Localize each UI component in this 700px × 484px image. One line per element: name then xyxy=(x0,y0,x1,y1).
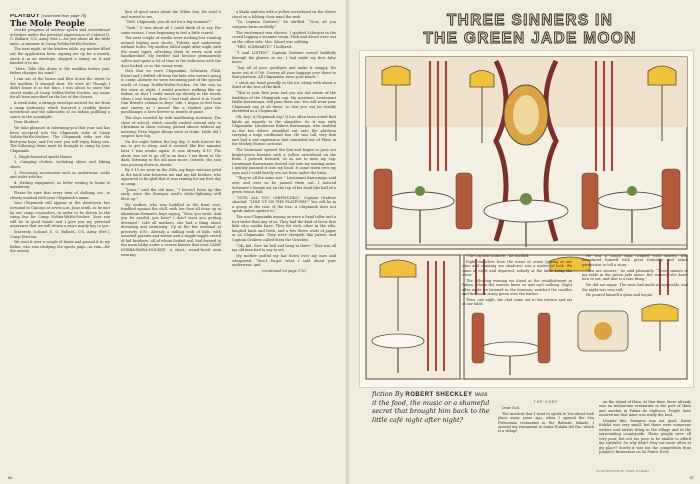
deck-fiction-by: fiction By xyxy=(372,390,404,398)
paragraph: Your Chipmunk will appear at the downtown bus terminal in Chicago at seven a.m. June tenth, to be met by our camp counselors, in order to be driven to the camp bus for Camp Nobba-WaWa-Nockee. Your son will be in good hands and I give you my personal assurance that we will return a more manly boy to you. xyxy=(10,201,110,229)
paragraph: Then, one night, the chef came out to the terrace and sat at our table. xyxy=(462,297,572,307)
illustration-top-panel xyxy=(366,57,687,249)
left-column-1 xyxy=(10,14,110,471)
paragraph: The lieutenant opened the box and began to pass out bright-green beanies with a yellow arrowhead on the front. I pressed forward, so as not to miss my cap. Lieutenant Knessmayn shoved one into my waiting arms. I quickly jammed it onto my head. It came down over my eyes and I could barely see out from under the brim. xyxy=(232,148,336,175)
paragraph: “Well, Chipmunk, you all set for a big summer?” xyxy=(125,20,212,25)
paragraph: Sincerely, Colonel D. G. Bullard, U.S. Army (Ret.), Camp Director xyxy=(10,229,110,239)
paragraph: “They're all the same size,” Lieutenant Knessmayn said over and over as he passed them out. I noticed Schwartz's beanie sat on the top of his head like half of a green tennis ball. xyxy=(232,176,336,195)
page-number-right: 87 xyxy=(689,475,694,480)
paragraph: My mother, who was huddled in the front seat, fumbled against the chill, with her face all done up in aluminum elements, kept saying, “Now, you write. And you be careful, you hear? I don't want you getting drowned.” Like all mothers, she had a thing about drowning and swimming. Up at the bus terminal at precisely 6:50. Already a milling mob of kids, with assorted parents and sisters and a raggle-taggle crowd of kid brothers, all of whom looked sad, had formed in the main lobby under a canvas banner that read CAMP NOBBA-WAWA-NOCKEE. A short, round-faced man wearing xyxy=(121,202,221,257)
paragraph: He was a round man, stained with sauces, who introduced himself with great formality and asked permission to tell a story. xyxy=(582,254,688,267)
paragraph: “HEY, SCHWARTZ!” I hollered. xyxy=(236,45,293,50)
paragraph: We did not argue. The wine had made us agreeable, and the night was very soft. xyxy=(582,283,688,292)
paragraph: “Jesus,” said the old man, “I haven't been up this early since the Bonepas mail's white-lightning still blew up.” xyxy=(121,187,221,201)
article-heading: The Mole People xyxy=(10,17,85,28)
story-title xyxy=(385,12,675,48)
paragraph: 4. Writing equipment, as letter writing to home is mandatory. xyxy=(10,180,110,190)
author-byline: ROBERT SHECKLEY xyxy=(405,392,473,398)
paragraph: “You are sinners,” he said pleasantly. “Three sinners at my table in the green jade moon. But sinners who know how to eat, and that is a rare thing.” xyxy=(582,268,688,282)
paragraph: By 5:15 we were in the Olds, my huge suitcase piled in the back seat between me and my kid brother, who appeared to be glad that it was raining for my first day in camp. xyxy=(121,168,221,186)
right-column-1-body xyxy=(462,254,572,307)
paragraph: THE CHEF xyxy=(533,400,559,404)
left-column-3 xyxy=(232,10,336,471)
paragraph: I ran out of the house and flew down the street to the mailbox. It clanged shut. We were in! Though I didn't know it at the time, I was about to enter the secret ranks of Camp Nobba-WaWa-Nockee, my name for all time inscribed on the list of the chosen. xyxy=(10,77,110,100)
continued-to: (continued on page 176) xyxy=(262,268,306,273)
paragraph: “Yeah.” It was about all I could think of to say. For some reason, I was beginning to feel a little scared. xyxy=(121,26,221,35)
paragraph: “This is your first year, and you are not aware of the tradition of the Chipmunk cap. My assistant, Lieutenant Hollis Knessmayn, will pass them out. You will wear your Chipmunk cap at all times, so that you can be readily identified as a Chipmunk.” xyxy=(232,91,336,114)
paragraph: The non-Chipmunks among us were a head taller and a foot wider than any of us. They had the kind of faces that kids who smoke have. They hit each other in the ribs, laughed back and forth, and a few threw wads of paper at us Chipmunks. They were sheepish like jailers, and Captain Grabree called them the Grizzlies. xyxy=(232,215,336,242)
illustration-credit: ILLUSTRATION BY JOHN O'LEARY xyxy=(596,469,650,473)
paragraph: cessful program of outdoor sports and recreational activities under the personal supervision of Colonel D. G. Bullard, U.S. Army (Ret.)—for just about all the little ones—a summer at Camp Nobba-WaWa-Nockee. xyxy=(10,28,110,46)
right-column-2 xyxy=(582,254,688,379)
right-column-4 xyxy=(599,400,691,464)
paragraph: My mother patted my hat down over my ears and whispered, “Don't forget what I said about your underwear. And xyxy=(232,253,336,268)
paragraph: hint of good news about the White Sox. He read it and turned to me. xyxy=(121,10,221,19)
right-column-3-body xyxy=(498,400,594,434)
left-column-1-body xyxy=(10,28,110,254)
story-deck xyxy=(372,390,492,424)
paragraph: “Do Captain Grabree,” he shrilled. “Now, all you campers form carefully.” xyxy=(232,20,336,29)
paragraph: 1. Single-breasted sports blazer. xyxy=(14,154,73,159)
paragraph: on the island of Ibiza. At that time, there already was an Indonesian restaurant in the port of Ibiza and another in Palma de Mallorca. People have assured me that mine was really the best. xyxy=(599,400,691,418)
paragraph: The next couple of weeks were nothing but running around buying new shorts, T-shirts and underwear without holes. My mother toiled night after night with the name tapes, attaching them to every sock and handkerchief. My brother had become permanently sullen and spent a lot of time in the bathroom with the door locked, or so the rumor went. xyxy=(121,36,221,68)
paragraph: A week later, a strange envelope arrived for me from a camp stationery, which featured a crudely drawn arrowhead and the silhouette of an Indian paddling a canoe in the moonlight. xyxy=(10,101,110,119)
paragraph: “Here. Take this down to the mailbox before your father changes his mind.” xyxy=(10,66,110,76)
paragraph: Eight ourselves from the scene of crime (gazing at our wine and counting our shadows) was a matter of luck. We came at night and departed, nobody at the table being the wiser. xyxy=(462,259,572,277)
paragraph: Now that we were Chipmunks, Schwartz, Flick, Kissel and I drifted off from the kids who weren't going to camp. Already we were becoming part of the special world of Camp Nobba-WaWa-Nockee. On the way to the store at night, I would practice walking like an Indian, so that I could sneak up silently in the woods when I was hunting deer. I had read about it in Uncle Dan Beard's column in Boys' Life. I began to feel lean and sinewy as I moved like a shadow past the porchlamps; a hero forever in search of game. xyxy=(121,69,221,115)
paragraph: The excitement was electric. I spotted Schwartz in the crowd lugging a steamer trunk. Flick and Kissel were out on the other side. Mrs. Kissel was sobbing. xyxy=(232,30,336,44)
paragraph: The following evening we dined at the establishment in Palma, where the waiters knew us and said nothing. Night after night we listened to the fountain, watched the candles and the moon rising green over the harbor. xyxy=(462,278,572,296)
paragraph: “I said LISTEN!” Captain Grabree waved baldfully through his glasses at me. I had made my first false move. xyxy=(232,51,336,65)
deck-text: was it the food, the music or a shameful secret that brought him back to the little café night after night? xyxy=(372,390,490,424)
paragraph: “The Captain Grabree,” he shrilled. xyxy=(466,254,530,258)
illustration-middle-left-panel xyxy=(366,255,460,379)
paragraph: We take pleasure in informing you that your son has been accepted into the Chipmunk tribe of Camp Nobba-WaWa-Nockee. The Chipmunk tribe are the first-year boys, and I'm sure you will enjoy being one. The following items must be brought to camp by your Chipmunk: xyxy=(10,126,110,153)
right-column-1 xyxy=(462,254,572,379)
left-page xyxy=(0,0,347,484)
right-column-2-body xyxy=(582,254,688,298)
right-column-4-body xyxy=(599,400,691,455)
paragraph: Please be sure that every item of clothing, etc., is clearly marked with your Chipmunk's name. xyxy=(10,191,110,200)
paragraph: 2. Camping clothes, including shoes and hiking shoes. xyxy=(10,160,110,169)
paragraph: He poured himself a glass and began. xyxy=(586,293,654,298)
paragraph: Dear God, xyxy=(502,405,521,410)
left-column-2-body xyxy=(121,10,221,257)
paragraph: Dear Shufnet: xyxy=(14,120,40,125)
paragraph: Despite this, business was not good. Santa Eulalia was very small, but there were numerous writers and artists living in the village and in the surrounding countryside. These people were all very poor, but not too poor to be unable to afford my rijsttafel. So why didn't they eat more often at my place? Surely it was not the competition from Juanito's Restaurant on Sa Punta. Even xyxy=(599,419,691,455)
paragraph: We read it over a couple of times and passed it to my father, who was studying the sports page—in vain—for the season xyxy=(10,240,110,254)
paragraph: On the night before the big day, it took forever for me to get to sleep, and it seemed like five minutes later I was awake again. It was already 4:15. The alarm was set to go off in an hour. I sat there in the dark, listening to the old man snore. Outside, the rain was pouring down in sheets. xyxy=(121,139,221,167)
magazine-section: PLAYBOY xyxy=(10,14,40,19)
left-column-3-body xyxy=(232,10,336,268)
paragraph: The days crawled by with maddening slowness. The close of school, which usually rushed around only to Christmas in sheer ecstasy, passed almost without my noticing. Even bigger things were at stake. Little did I suspect how big. xyxy=(121,115,221,139)
story-title-line-2: THE GREEN JADE MOON xyxy=(423,30,637,47)
paragraph: The next night, at the kitchen table, my mother filled out the application form, signing me up for a month, stuck it in an envelope, slapped a stamp on it and handed it to me. xyxy=(10,47,110,66)
paragraph: a khaki uniform with a yellow arrowhead on the sleeve stood on a folding chair amid the mob. xyxy=(232,10,336,19)
paragraph: Oh, boy! A Chipmunk cap! It has often been noted that kinds go eagerly to the slaughter. So it was with Chipmunks. Lieutenant Hubert Knessmayn, who doubled as the bus driver, stumbled out onto the platform carrying a huge cardboard box. He was tall, very thin and had a sad expression that reminded me of Pluto in the Mickey Mouse cartoons. xyxy=(232,114,336,147)
paragraph: The incident that I want to speak to You about took place some years ago, when I opened the Sea Fisherman restaurant in the Balearic Islands. I opened my restaurant in Santa Eulalia del Rio, which is a village xyxy=(498,411,594,434)
paragraph: “OK, kid. Give 'im hell and hang in there.” That was all my old man had to say to me. xyxy=(232,243,336,253)
paragraph: 3. Necessary accessories such as underwear, socks and toilet articles. xyxy=(10,170,110,180)
paragraph: “NOW, ALL YOU CHIPMUNKS,” Captain Grabree shouted, “LINE UP ON THE PLATFORM!” You will be in a group at the rear of the bus. A Chipmunk does not speak unless spoken to.” xyxy=(232,195,336,214)
right-column-3 xyxy=(498,400,594,464)
left-column-2 xyxy=(121,10,221,471)
story-title-line-1: THREE SINNERS IN xyxy=(446,12,614,29)
paragraph: “Say all of your goodbyes and make it snappy. We move out at 0700. Convey all your luggage over there to that platform. All Chipmunks raise your hands.” xyxy=(232,65,336,80)
paragraph: I stuck my hand proudly in the air, along with about a third of the rest of the kids. xyxy=(232,80,336,90)
page-number-left: 86 xyxy=(8,475,13,480)
continued-from: (continued from page 78) xyxy=(41,14,87,18)
